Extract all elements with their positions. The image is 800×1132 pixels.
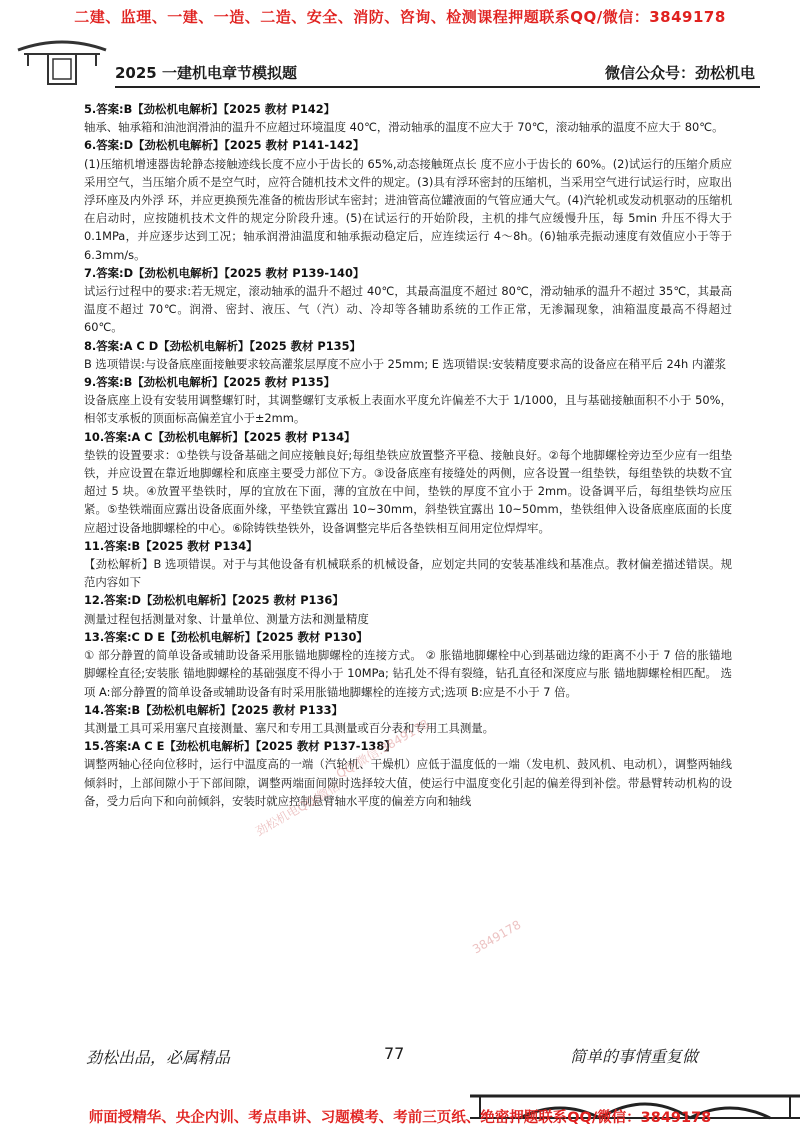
answer-heading: 11.答案:B【2025 教材 P134】: [84, 538, 258, 553]
bottom-banner: 师面授精华、央企内训、考点串讲、习题模考、考前三页纸、绝密押题联系QQ/微信：3849178: [88, 1110, 712, 1126]
answer-heading: 5.答案:B【劲松机电解析】【2025 教材 P142】: [84, 102, 336, 116]
answer-body: ① 部分静置的简单设备或辅助设备采用胀锚地脚螺栓的连接方式。 ② 胀锚地脚螺栓中心到基础边缘的距离不小于 7 倍的胀锚地脚螺栓直径;安装胀 锚地脚螺栓的基础强度不得小于 10MPa; 钻孔处不得有裂缝，钻孔直径和深度应与胀 锚地脚螺栓相匹配。 选项 A:部分静置的简单设备或辅助设备有时采用胀锚地脚螺栓的连接方式;选项 B:应是不小于 7 倍。: [84, 648, 732, 699]
page-number: 77: [384, 1044, 405, 1063]
top-banner: 二建、监理、一建、一造、二造、安全、消防、咨询、检测课程押题联系QQ/微信：3849178: [74, 8, 726, 26]
watermark: QQ/微信:3849178: [333, 716, 432, 782]
answer-item-10: [84, 428, 732, 537]
wechat-account: 微信公众号：劲松机电: [604, 64, 755, 82]
document-title: 2025 一建机电章节模拟题: [115, 64, 297, 82]
answer-item-6: [84, 136, 732, 263]
answer-list: [84, 100, 732, 810]
answer-heading: 9.答案:B【劲松机电解析】【2025 教材 P135】: [84, 375, 336, 390]
answer-heading: 15.答案:A C E【劲松机电解析】【2025 教材 P137-138】: [84, 739, 396, 754]
decorative-roof-logo: [14, 36, 110, 86]
footer-slogan-right: 简单的事情重复做: [570, 1047, 699, 1066]
answer-body: (1)压缩机增速器齿轮静态接触迹线长度不应小于齿长的 65%,动态接触斑点长 度不应小于齿长的 60%。(2)试运行的压缩介质应采用空气，当压缩介质不是空气时，应符合随机技术文件的规定。(3)具有浮环密封的压缩机，当采用空气进行试运行时，应取出浮环座及内外浮 环，并应更换预先准备的梳齿形试车密封；进油管高位罐液面的气管应通大气。(4)汽轮机或发动机驱动的压缩机在启动时，应按随机技术文件的规定分阶段升速。(5)在试运行的开始阶段，主机的排气应缓慢升压，每 5min 升压不得大于 0.1MPa，并应逐步达到工况；轴承润滑油温度和轴承振动稳定后，应连续运行 4～8h。(6)轴承壳振动速度有效值应小于等于 6.3mm/s。: [84, 156, 732, 262]
answer-item-5: [84, 100, 732, 136]
answer-heading: 7.答案:D【劲松机电解析】【2025 教材 P139-140】: [84, 265, 365, 280]
answer-heading: 10.答案:A C【劲松机电解析】【2025 教材 P134】: [84, 429, 356, 444]
answer-heading: 6.答案:D【劲松机电解析】【2025 教材 P141-142】: [84, 138, 365, 153]
answer-body: 【劲松解析】B 选项错误。对于与其他设备有机械联系的机械设备，应划定共同的安装基准线和基准点。教材偏差描述错误。规范内容如下: [84, 557, 732, 590]
answer-body: 测量过程包括测量对象、计量单位、测量方法和测量精度: [84, 611, 369, 626]
answer-item-9: [84, 373, 732, 428]
answer-heading: 13.答案:C D E【劲松机电解析】【2025 教材 P130】: [84, 629, 368, 644]
answer-body: 试运行过程中的要求:若无规定，滚动轴承的温升不超过 40℃，其最高温度不超过 80℃，滑动轴承的温升不超过 35℃，其最高温度不超过 70℃。润滑、密封、液压、气（汽）动、冷却等各辅助系统的工作正常，无渗漏现象，油箱温度最高不得超过 60℃。: [84, 284, 732, 335]
watermark: 3849178: [470, 917, 524, 957]
answer-body: 垫铁的设置要求：①垫铁与设备基础之间应接触良好;每组垫铁应放置整齐平稳、接触良好。②每个地脚螺栓旁边至少应有一组垫铁，并应设置在靠近地脚螺栓和底座主要受力部位下方。③设备底座有接缝处的两侧，应各设置一组垫铁，每组垫铁的块数不宜超过 5 块。④放置平垫铁时，厚的宜放在下面，薄的宜放在中间，垫铁的厚度不宜小于 2mm。设备调平后，每组垫铁均应压紧。⑤垫铁端面应露出设备底面外缘，平垫铁宜露出 10~30mm，斜垫铁宜露出 10~50mm，垫铁组伸入设备底座底面的长度应超过设备地脚螺栓的中心。⑥除铸铁垫铁外，设备调整完毕后各垫铁相互间用定位焊焊牢。: [84, 447, 732, 535]
answer-body: 设备底座上设有安装用调整螺钉时，其调整螺钉支承板上表面水平度允许偏差不大于 1/1000，且与基础接触面积不小于 50%，相邻支承板的顶面标高偏差宜小于±2mm。: [84, 393, 732, 426]
answer-body: 调整两轴心径向位移时，运行中温度高的一端（汽轮机、干燥机）应低于温度低的一端（发电机、鼓风机、电动机），调整两轴线倾斜时，上部间隙小于下部间隙，调整两端面间隙时选择较大值，使运行中温度变化引起的偏差得到补偿。带悬臂转动机构的设备，受力后向下和向前倾斜，安装时就应控制悬臂轴水平度的偏差方向和轴线: [84, 757, 732, 808]
answer-item-13: [84, 628, 732, 701]
watermark: 劲松机电QQ/微信: [253, 779, 343, 839]
answer-item-11: [84, 537, 732, 592]
footer-slogan-left: 劲松出品，必属精品: [86, 1048, 231, 1067]
answer-body: B 选项错误:与设备底座面接触要求较高灌浆层厚度不应小于 25mm; E 选项错误:安装精度要求高的设备应在稍平后 24h 内灌浆: [84, 356, 727, 371]
answer-heading: 8.答案:A C D【劲松机电解析】【2025 教材 P135】: [84, 338, 361, 353]
answer-heading: 12.答案:D【劲松机电解析】【2025 教材 P136】: [84, 593, 344, 608]
answer-body: 其测量工具可采用塞尺直接测量、塞尺和专用工具测量或百分表和专用工具测量。: [84, 720, 495, 735]
page-header: [115, 58, 755, 84]
header-divider: [115, 86, 760, 88]
answer-item-12: [84, 591, 732, 627]
answer-item-8: [84, 337, 732, 373]
answer-item-7: [84, 264, 732, 337]
answer-body: 轴承、轴承箱和油池润滑油的温升不应超过环境温度 40℃，滑动轴承的温度不应大于 70℃，滚动轴承的温度不应大于 80℃。: [84, 120, 724, 135]
answer-item-15: [84, 737, 732, 810]
answer-heading: 14.答案:B【劲松机电解析】【2025 教材 P133】: [84, 702, 343, 717]
